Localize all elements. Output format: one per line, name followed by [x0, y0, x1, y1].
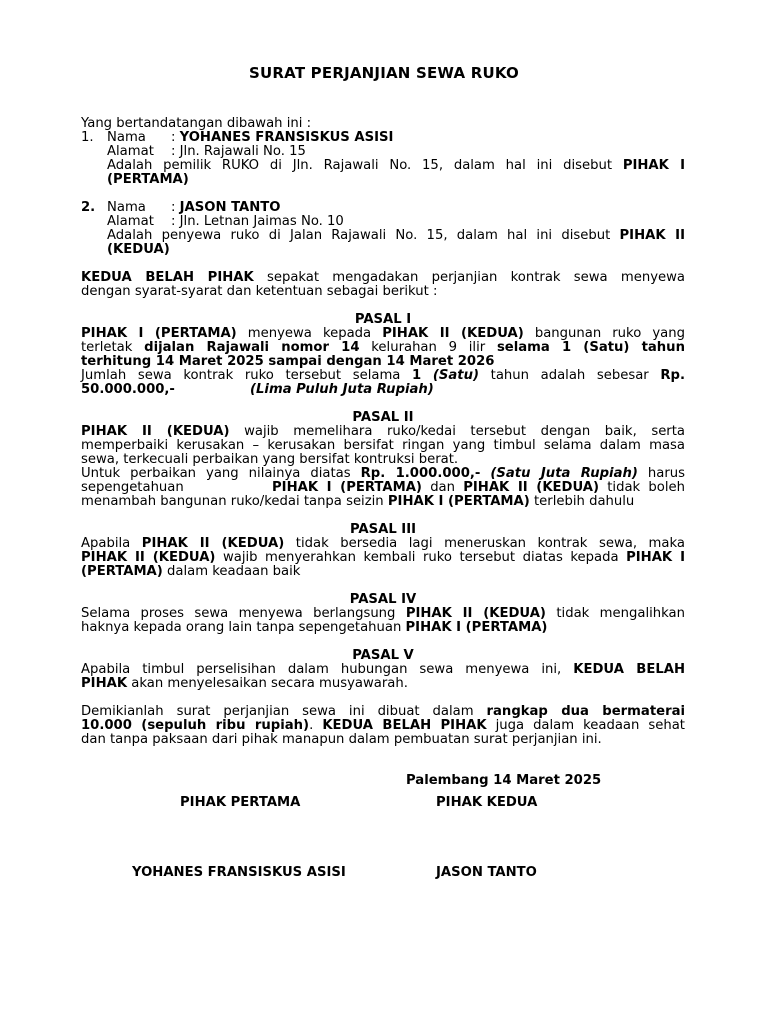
pasal-3-line-1 — [81, 537, 685, 551]
pasal-2-text: wajib memelihara ruko/kedai tersebut dengan baik, serta — [244, 424, 685, 439]
pasal-1-text: menyewa kepada — [247, 326, 372, 341]
pasal-1-party-b: PIHAK II (KEDUA) — [382, 326, 524, 341]
pasal-1-amount-words: (Lima Puluh Juta Rupiah) — [250, 382, 434, 397]
party1-desc-line — [107, 159, 685, 173]
pasal-2-line-3: sewa, terkecuali perbaikan yang bersifat kontruksi berat. — [81, 452, 459, 467]
pasal-1-text: terletak — [81, 340, 133, 355]
closing-period: . — [309, 718, 314, 733]
intro-text: Yang bertandatangan dibawah ini : — [81, 116, 312, 131]
party1-role: PIHAK I — [622, 158, 685, 173]
pasal-3-party: PIHAK II (KEDUA) — [141, 536, 285, 551]
party2-role-suffix: (KEDUA) — [107, 242, 170, 257]
signature-left-label: PIHAK PERTAMA — [180, 795, 301, 810]
party2-name-label: Nama — [107, 200, 146, 215]
party2-role: PIHAK II — [619, 228, 685, 243]
party1-address-line: Alamat : Jln. Rajawali No. 15 — [107, 144, 306, 159]
pasal-4-line-1 — [81, 607, 685, 621]
pasal-4-line-2 — [81, 621, 685, 635]
party1-desc: Adalah pemilik RUKO di Jln. Rajawali No. 15, dalam hal ini disebut — [107, 158, 613, 173]
closing-line-2 — [81, 719, 685, 733]
pasal-2-text: sepengetahuan — [81, 480, 184, 495]
pasal-5-line-1 — [81, 663, 685, 677]
signature-right-name: JASON TANTO — [436, 865, 537, 880]
pasal-1-text: bangunan ruko yang — [534, 326, 685, 341]
pasal-3-line-2 — [81, 551, 685, 565]
pasal-4-text: Selama proses sewa menyewa berlangsung — [81, 606, 396, 621]
party2-address-label: Alamat — [107, 214, 154, 229]
closing-text: juga dalam keadaan sehat — [495, 718, 685, 733]
party2-desc-line — [107, 229, 685, 243]
pasal-2-amount-words: (Satu Juta Rupiah) — [490, 466, 638, 481]
pasal-3-text: dalam keadaan baik — [167, 564, 301, 579]
pasal-2-text: terlebih dahulu — [534, 494, 635, 509]
pasal-2-amount: Rp. 1.000.000,- — [360, 466, 481, 481]
party2-role-cont — [107, 243, 685, 257]
pasal-5-heading: PASAL V — [352, 648, 414, 663]
party1-name: YOHANES FRANSISKUS ASISI — [179, 130, 394, 145]
party2-address-line: Alamat : Jln. Letnan Jaimas No. 10 — [107, 214, 344, 229]
closing-stamp: 10.000 (sepuluh ribu rupiah) — [81, 718, 310, 733]
pasal-1-location: dijalan Rajawali nomor 14 — [144, 340, 360, 355]
pasal-4-party-a: PIHAK I (PERTAMA) — [405, 620, 548, 635]
pasal-1-heading: PASAL I — [354, 312, 412, 327]
pasal-5-parties: KEDUA BELAH — [573, 662, 685, 677]
pasal-2-party-a: PIHAK I (PERTAMA) — [387, 494, 530, 509]
agreement-parties: KEDUA BELAH PIHAK — [81, 270, 254, 285]
pasal-1-text: kelurahan 9 ilir — [371, 340, 486, 355]
signature-right-label: PIHAK KEDUA — [436, 795, 538, 810]
pasal-2-line-6 — [81, 495, 685, 509]
party1-address-label: Alamat — [107, 144, 154, 159]
pasal-2-line-4 — [81, 467, 685, 481]
pasal-3-heading: PASAL III — [349, 522, 417, 537]
pasal-3-text: Apabila — [81, 536, 131, 551]
pasal-2-text: menambah bangunan ruko/kedai tanpa seizin — [81, 494, 384, 509]
pasal-2-text: Untuk perbaikan yang nilainya diatas — [81, 466, 351, 481]
party2-number: 2. — [81, 200, 96, 215]
closing-text: Demikianlah surat perjanjian sewa ini dibuat dalam — [81, 704, 474, 719]
pasal-5-text: Apabila timbul perselisihan dalam hubungan sewa menyewa ini, — [81, 662, 562, 677]
agreement-line-2: dengan syarat-syarat dan ketentuan sebagai berikut : — [81, 284, 438, 299]
pasal-2-text: dan — [430, 480, 455, 495]
closing-line-3: dan tanpa paksaan dari pihak manapun dalam pembuatan surat perjanjian ini. — [81, 732, 602, 747]
pasal-1-line-1 — [81, 327, 685, 341]
pasal-1-line-2 — [81, 341, 685, 355]
pasal-2-party-b: PIHAK II (KEDUA) — [463, 480, 600, 495]
party1-name-line: 1. Nama : YOHANES FRANSISKUS ASISI — [81, 130, 394, 145]
pasal-1-duration: selama 1 (Satu) tahun — [496, 340, 685, 355]
pasal-3-text: wajib menyerahkan kembali ruko tersebut diatas kepada — [222, 550, 619, 565]
pasal-2-line-1 — [81, 425, 685, 439]
pasal-1-line-3 — [81, 355, 685, 369]
party2-address: Jln. Letnan Jaimas No. 10 — [179, 214, 344, 229]
pasal-5-parties-cont: PIHAK — [81, 676, 128, 691]
pasal-2-party: PIHAK II (KEDUA) — [81, 424, 230, 439]
pasal-5-line-2 — [81, 677, 685, 691]
party1-role-suffix: (PERTAMA) — [107, 172, 189, 187]
pasal-1-text: Jumlah sewa kontrak ruko tersebut selama — [81, 368, 401, 383]
pasal-4-heading: PASAL IV — [349, 592, 417, 607]
pasal-1-amount-words-line — [250, 383, 434, 397]
pasal-3-party-a: PIHAK I — [626, 550, 685, 565]
pasal-4-party: PIHAK II (KEDUA) — [405, 606, 546, 621]
pasal-1-term: 1 — [412, 368, 422, 383]
party2-desc: Adalah penyewa ruko di Jalan Rajawali No. 15, dalam hal ini disebut — [107, 228, 611, 243]
pasal-1-term-words: (Satu) — [432, 368, 480, 383]
pasal-5-text: akan menyelesaikan secara musyawarah. — [131, 676, 408, 691]
pasal-1-party-a: PIHAK I (PERTAMA) — [81, 326, 237, 341]
pasal-1-currency: Rp. — [660, 368, 685, 383]
closing-parties: KEDUA BELAH PIHAK — [322, 718, 487, 733]
pasal-4-text: haknya kepada orang lain tanpa sepengetahuan — [81, 620, 402, 635]
pasal-2-line-2: memperbaiki kerusakan – kerusakan bersifat ringan yang timbul selama dalam masa — [81, 438, 685, 453]
party2-name: JASON TANTO — [179, 200, 281, 215]
pasal-2-text: harus — [647, 466, 685, 481]
agreement-line-1 — [81, 271, 685, 285]
pasal-1-period: terhitung 14 Maret 2025 sampai dengan 14 Maret 2026 — [81, 354, 495, 369]
party1-role-cont — [107, 173, 685, 187]
pasal-3-party-suffix: (PERTAMA) — [81, 564, 163, 579]
closing-copies: rangkap dua bermaterai — [486, 704, 685, 719]
pasal-3-party-b: PIHAK II (KEDUA) — [81, 550, 216, 565]
party1-number: 1. — [81, 130, 94, 145]
pasal-2-heading: PASAL II — [352, 410, 414, 425]
document-title: SURAT PERJANJIAN SEWA RUKO — [249, 64, 519, 82]
agreement-text: sepakat mengadakan perjanjian kontrak sewa menyewa — [266, 270, 685, 285]
pasal-1-text: tahun adalah sebesar — [490, 368, 649, 383]
pasal-2-line-5-rest — [272, 481, 685, 495]
party2-name-line: 2. Nama : JASON TANTO — [81, 200, 281, 215]
pasal-3-text: tidak bersedia lagi meneruskan kontrak sewa, maka — [295, 536, 685, 551]
pasal-1-line-4 — [81, 369, 685, 383]
party1-address: Jln. Rajawali No. 15 — [179, 144, 306, 159]
pasal-1-amount: 50.000.000,- — [81, 382, 175, 397]
pasal-4-text: tidak mengalihkan — [556, 606, 685, 621]
place-date: Palembang 14 Maret 2025 — [406, 773, 602, 788]
signature-left-name: YOHANES FRANSISKUS ASISI — [132, 865, 346, 880]
pasal-3-line-3 — [81, 565, 685, 579]
closing-line-1 — [81, 705, 685, 719]
party1-name-label: Nama — [107, 130, 146, 145]
pasal-2-text: tidak boleh — [607, 480, 685, 495]
pasal-2-party-a: PIHAK I (PERTAMA) — [272, 480, 422, 495]
